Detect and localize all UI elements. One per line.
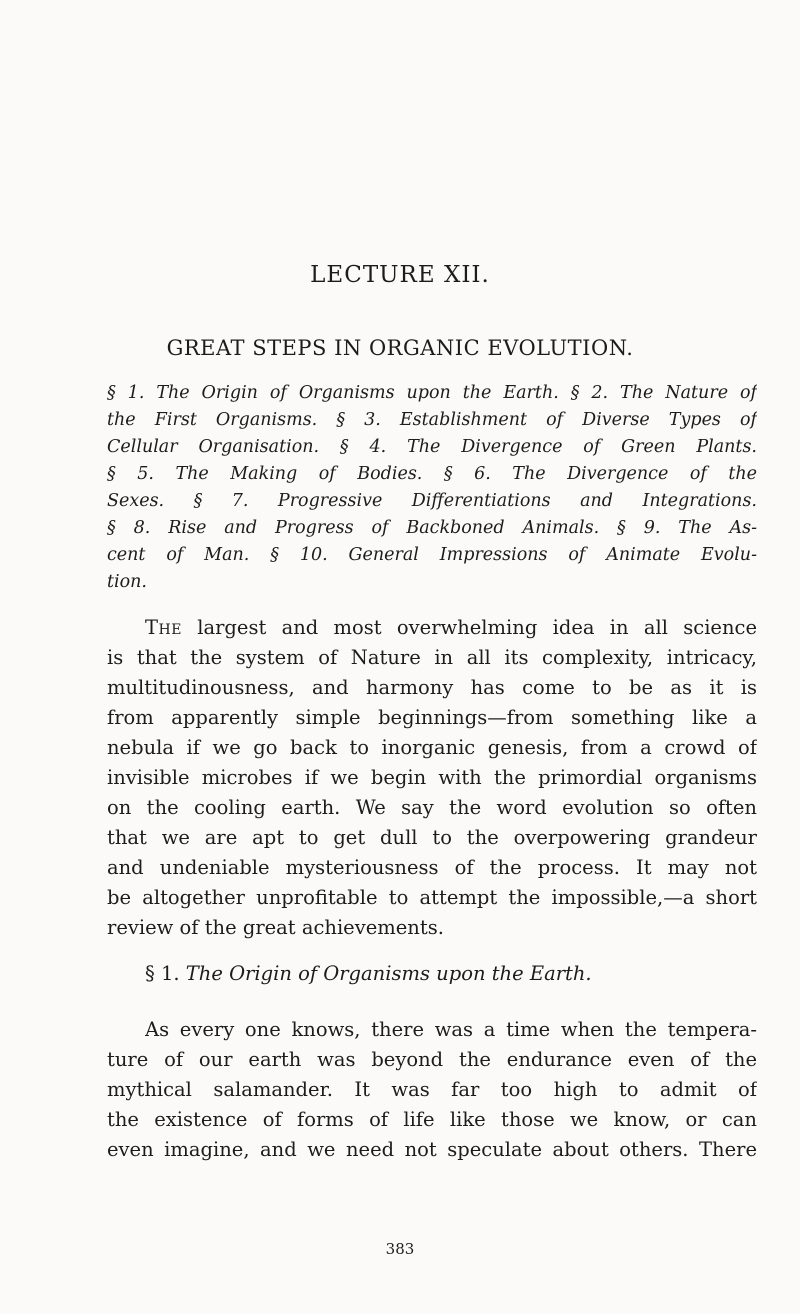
paragraph-line: on the cooling earth. We say the word evolution so often [107, 796, 757, 819]
paragraph-line: is that the system of Nature in all its complexity, intricacy, [107, 646, 757, 669]
paragraph-line: review of the great achievements. [107, 916, 444, 939]
synopsis-line: the First Organisms. § 3. Establishment of Diverse Types of [107, 410, 757, 430]
paragraph-line: multitudinousness, and harmony has come to be as it is [107, 676, 757, 699]
synopsis-line: tion. [107, 572, 147, 592]
paragraph-line: that we are apt to get dull to the overpowering grandeur [107, 826, 757, 849]
synopsis-line: Sexes. § 7. Progressive Differentiations and Integrations. [107, 491, 757, 511]
lead-word: The [145, 616, 182, 639]
synopsis-line: § 1. The Origin of Organisms upon the Earth. § 2. The Nature of [107, 383, 757, 403]
synopsis-line: Cellular Organisation. § 4. The Divergence of Green Plants. [107, 437, 757, 457]
first-line-text: largest and most overwhelming idea in all science [197, 616, 757, 639]
section-number: § 1. [145, 962, 180, 985]
page-number: 383 [385, 1240, 415, 1258]
lecture-heading: LECTURE XII. [310, 262, 490, 288]
synopsis-line: § 5. The Making of Bodies. § 6. The Divergence of the [107, 464, 757, 484]
paragraph-line: invisible microbes if we begin with the primordial organisms [107, 766, 757, 789]
section-title: The Origin of Organisms upon the Earth. [185, 962, 592, 985]
paragraph-line: the existence of forms of life like those we know, or can [107, 1108, 757, 1131]
paragraph-first-line: As every one knows, there was a time when the tempera- [145, 1018, 757, 1041]
section-heading [145, 962, 592, 985]
paragraph-line: even imagine, and we need not speculate about others. There [107, 1138, 757, 1161]
synopsis-line: cent of Man. § 10. General Impressions of Animate Evolu- [107, 545, 757, 565]
paragraph-line: mythical salamander. It was far too high to admit of [107, 1078, 757, 1101]
paragraph-line: from apparently simple beginnings—from something like a [107, 706, 757, 729]
synopsis-line: § 8. Rise and Progress of Backboned Animals. § 9. The As- [107, 518, 757, 538]
paragraph-line: be altogether unprofitable to attempt the impossible,—a short [107, 886, 757, 909]
paragraph-line: and undeniable mysteriousness of the process. It may not [107, 856, 757, 879]
paragraph-first-line [145, 616, 757, 639]
paragraph-line: ture of our earth was beyond the endurance even of the [107, 1048, 757, 1071]
paragraph-line: nebula if we go back to inorganic genesis, from a crowd of [107, 736, 757, 759]
chapter-title: GREAT STEPS IN ORGANIC EVOLUTION. [166, 336, 634, 360]
